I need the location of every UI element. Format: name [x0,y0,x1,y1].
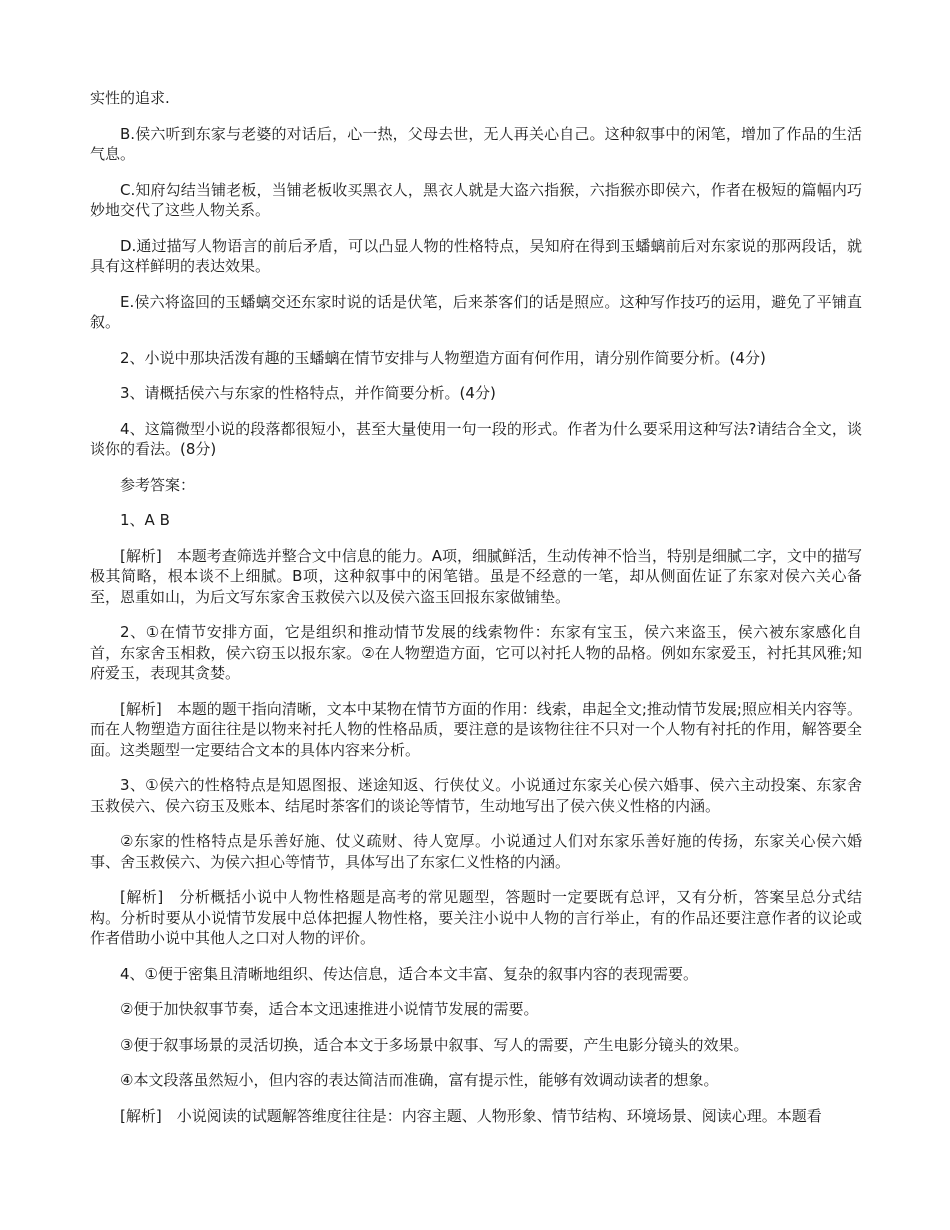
option-c: C.知府勾结当铺老板，当铺老板收买黑衣人，黑衣人就是大盗六指猴，六指猴亦即侯六，作者在极短的篇幅内巧妙地交代了这些人物关系。 [90,180,862,219]
question-4: 4、这篇微型小说的段落都很短小，甚至大量使用一句一段的形式。作者为什么要采用这种写法?请结合全文，谈谈你的看法。(8分) [90,419,862,458]
answer-2: 2、①在情节安排方面，它是组织和推动情节发展的线索物件：东家有宝玉，侯六来盗玉，侯六被东家感化自首，东家舍玉相救，侯六窃玉以报东家。②在人物塑造方面，它可以衬托人物的品格。例如东家爱玉，衬托其风雅;知府爱玉，表现其贪婪。 [90,623,862,682]
paragraph-continuation: 实性的追求. [90,89,170,107]
answer-4-part-1: 4、①便于密集且清晰地组织、传达信息，适合本文丰富、复杂的叙事内容的表现需要。 [120,964,698,983]
option-b: B.侯六听到东家与老婆的对话后，心一热，父母去世，无人再关心自己。这种叙事中的闲笔，增加了作品的生活气息。 [90,124,862,163]
analysis-2: [解析] 本题的题干指向清晰，文本中某物在情节方面的作用：线索，串起全文;推动情节发展;照应相关内容等。而在人物塑造方面往往是以物来衬托人物的性格品质，要注意的是该物往往不只对一个人物有衬托的作用，解答要全面。这类题型一定要结合文本的具体内容来分析。 [90,699,862,759]
answer-4-part-2: ②便于加快叙事节奏，适合本文迅速推进小说情节发展的需要。 [120,1000,539,1018]
answer-4-part-3: ③便于叙事场景的灵活切换，适合本文于多场景中叙事、写人的需要，产生电影分镜头的效果。 [120,1035,749,1054]
analysis-1: [解析] 本题考查筛选并整合文中信息的能力。A项，细腻鲜活，生动传神不恰当，特别是细腻二字，文中的描写极其简略，根本谈不上细腻。B项，这种叙事中的闲笔错。虽是不经意的一笔，却从侧面佐证了东家对侯六关心备至，恩重如山，为后文写东家舍玉救侯六以及侯六盗玉回报东家做铺垫。 [90,546,862,606]
option-d: D.通过描写人物语言的前后矛盾，可以凸显人物的性格特点，吴知府在得到玉蟠螭前后对东家说的那两段话，就具有这样鲜明的表达效果。 [90,236,862,275]
answer-1: 1、A B [120,511,170,529]
answer-3-part-2: ②东家的性格特点是乐善好施、仗义疏财、待人宽厚。小说通过人们对东家乐善好施的传扬，东家关心侯六婚事、舍玉救侯六、为侯六担心等情节，具体写出了东家仁义性格的内涵。 [90,832,862,871]
option-e: E.侯六将盗回的玉蟠螭交还东家时说的话是伏笔，后来茶客们的话是照应。这种写作技巧的运用，避免了平铺直叙。 [90,292,862,331]
answer-3-part-1: 3、①侯六的性格特点是知恩图报、迷途知返、行侠仗义。小说通过东家关心侯六婚事、侯六主动投案、东家舍玉救侯六、侯六窃玉及账本、结尾时茶客们的谈论等情节，生动地写出了侯六侠义性格的内涵。 [90,776,862,815]
document-page [90,88,862,1141]
answer-heading: 参考答案： [120,475,196,494]
analysis-4: [解析] 小说阅读的试题解答维度往往是：内容主题、人物形象、情节结构、环境场景、阅读心理。本题看 [120,1106,822,1125]
question-3: 3、请概括侯六与东家的性格特点，并作简要分析。(4分) [120,384,496,402]
answer-4-part-4: ④本文段落虽然短小，但内容的表达简洁而准确，富有提示性，能够有效调动读者的想象。 [120,1071,719,1089]
question-2: 2、小说中那块活泼有趣的玉蟠螭在情节安排与人物塑造方面有何作用，请分别作简要分析。(4分) [120,348,766,367]
analysis-3: [解析] 分析概括小说中人物性格题是高考的常见题型，答题时一定要既有总评，又有分析，答案呈总分式结构。分析时要从小说情节发展中总体把握人物性格，要关注小说中人物的言行举止，有的作品还要注意作者的议论或作者借助小说中其他人之口对人物的评价。 [90,888,862,947]
